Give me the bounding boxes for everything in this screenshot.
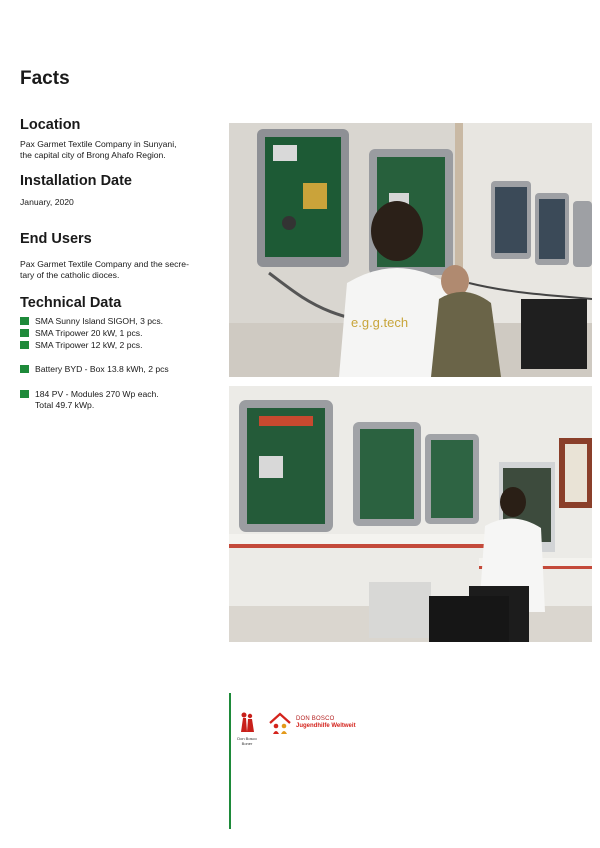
jugendhilfe-weltweit-logo xyxy=(268,712,356,734)
don-bosco-logo: Don Bosco Boner xyxy=(236,712,258,746)
installation-heading: Installation Date xyxy=(20,173,132,189)
end-users-heading: End Users xyxy=(20,231,92,247)
location-line-1: Pax Garmet Textile Company in Sunyani, xyxy=(20,139,177,149)
end-users-line-1: Pax Garmet Textile Company and the secre- xyxy=(20,259,189,269)
bullet-square-icon xyxy=(20,341,29,349)
house-figures-icon xyxy=(268,712,292,734)
technical-item xyxy=(20,316,163,327)
technical-item-text: SMA Tripower 20 kW, 1 pcs. xyxy=(35,328,143,338)
bullet-square-icon xyxy=(20,317,29,325)
technical-item xyxy=(20,389,159,411)
bullet-square-icon xyxy=(20,329,29,337)
installation-photo-2 xyxy=(229,386,592,642)
bullet-square-icon xyxy=(20,390,29,398)
technical-item-text: Battery BYD - Box 13.8 kWh, 2 pcs xyxy=(35,364,169,374)
jugendhilfe-line-1: DON BOSCO xyxy=(296,716,335,722)
technical-heading: Technical Data xyxy=(20,295,122,311)
location-line-2: the capital city of Brong Ahafo Region. xyxy=(20,150,166,160)
location-heading: Location xyxy=(20,117,81,133)
page-title: Facts xyxy=(20,68,70,89)
installation-date: January, 2020 xyxy=(20,197,74,207)
technical-item-text: 184 PV - Modules 270 Wp each. Total 49.7 kWp. xyxy=(35,389,159,410)
bullet-square-icon xyxy=(20,365,29,373)
technical-item-text: SMA Sunny Island SIGOH, 3 pcs. xyxy=(35,316,164,326)
technical-item xyxy=(20,340,142,351)
technical-item xyxy=(20,328,142,339)
green-divider-line xyxy=(229,693,231,829)
jugendhilfe-line-2: Jugendhilfe Weltweit xyxy=(296,723,356,729)
don-bosco-figures-icon xyxy=(239,712,255,732)
technical-item xyxy=(20,364,169,375)
installation-photo-1 xyxy=(229,123,592,377)
end-users-line-2: tary of the catholic dioces. xyxy=(20,270,120,280)
svg-text:e.g.g.tech: e.g.g.tech xyxy=(351,315,409,330)
technical-item-text: SMA Tripower 12 kW, 2 pcs. xyxy=(35,340,143,350)
